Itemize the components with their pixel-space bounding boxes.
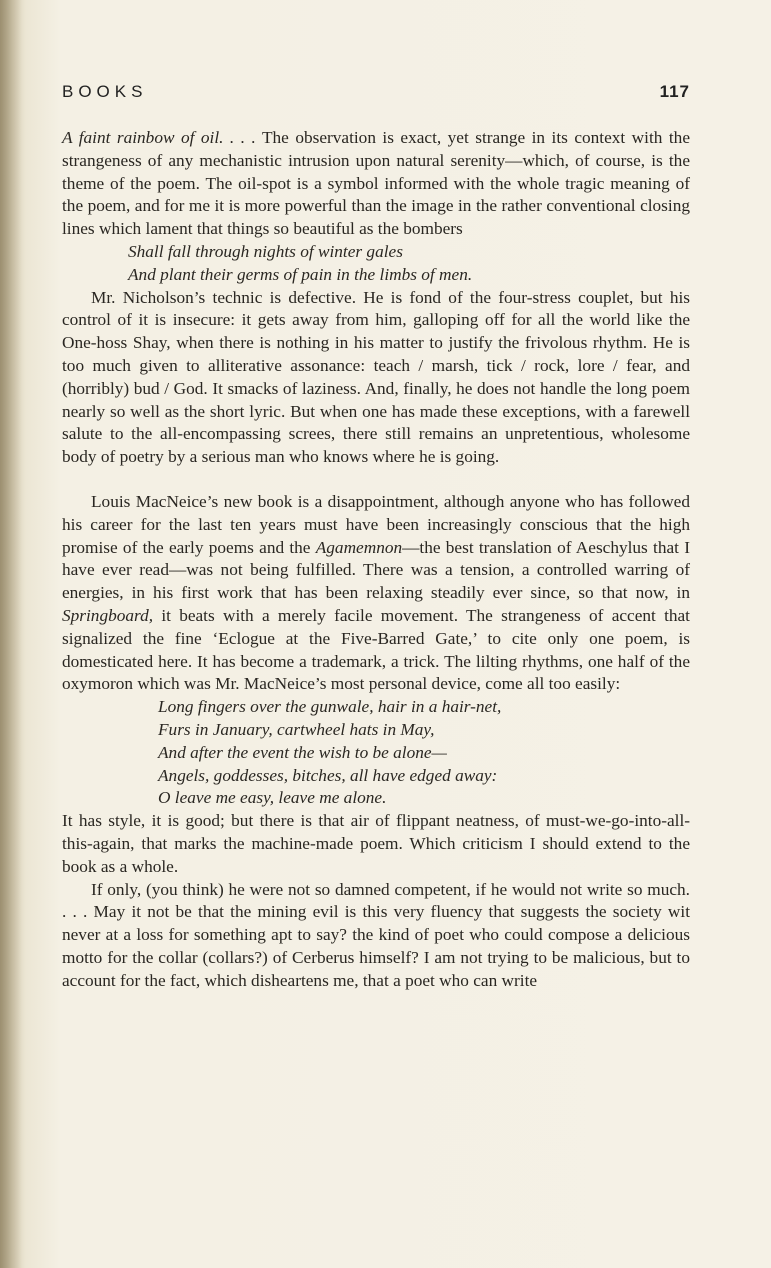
- quoted-line: A faint rainbow of oil. . . .: [62, 128, 256, 147]
- verse-line: O leave me easy, leave me alone.: [158, 788, 387, 808]
- verse-quote-1: [62, 241, 690, 287]
- page-number: 117: [659, 82, 690, 101]
- section-break: [62, 469, 690, 491]
- verse-line: Furs in January, cartwheel hats in May,: [158, 719, 435, 739]
- book-title-agamemnon: Agamemnon: [315, 537, 403, 557]
- running-head: [62, 82, 690, 110]
- paragraph-3-text-c: it beats with a merely facile movement. The strangeness of accent that signalized the fine ‘Eclogue at the Five-Barred Gate,’ to cite only one poem, is domesticated here. It has become a trademark, a trick. The lilting rhythms, one half of the oxymoron which was Mr. MacNeice’s most personal device, come all too easily:: [62, 605, 690, 694]
- verse-line: Long fingers over the gunwale, hair in a hair-net,: [158, 697, 502, 717]
- paragraph-3-text-b: —the best translation of Aeschylus that I have ever read—was not being fulfilled. There was a tension, a controlled warring of energies, in his first work that has been relaxing steadily ever since, so that now, in: [62, 537, 690, 603]
- paragraph-4: It has style, it is good; but there is that air of flippant neatness, of must-we-go-into-all-this-again, that marks the machine-made poem. Which criticism I should extend to the book as a whole.: [62, 811, 690, 876]
- verse-line: And after the event the wish to be alone—: [158, 742, 447, 762]
- paragraph-3-text-a: Louis MacNeice’s new book is a disappointment, although anyone who has followed his career for the last ten years must have been increasingly conscious that the high promise of the early poems and the: [62, 491, 690, 557]
- verse-line: Angels, goddesses, bitches, all have edged away:: [158, 765, 498, 785]
- book-title-springboard: Springboard,: [62, 605, 154, 625]
- paragraph-1-text: The observation is exact, yet strange in its context with the strangeness of any mechanistic intrusion upon natural serenity—which, of course, is the theme of the poem. The oil-spot is a symbol informed with the whole tragic meaning of the poem, and for me it is more powerful than the image in the rather conventional closing lines which lament that things so beautiful as the bombers: [62, 128, 690, 239]
- page-spine-shadow: [0, 0, 22, 1268]
- paragraph-5: If only, (you think) he were not so damned competent, if he would not write so much. . . . May it not be that the mining evil is this very fluency that suggests the society wit never at a loss for something apt to say? the kind of poet who could compose a delicious motto for the collar (collars?) of Cerberus himself? I am not trying to be malicious, but to account for the fact, which disheartens me, that a poet who can write: [62, 879, 690, 990]
- body-text: [62, 127, 690, 992]
- verse-line: And plant their germs of pain in the limbs of men.: [128, 264, 473, 284]
- paragraph-2: Mr. Nicholson’s technic is defective. He is fond of the four-stress couplet, but his control of it is insecure: it gets away from him, galloping off for all the world like the One-hoss Shay, when there is nothing in his matter to justify the frivolous rhythm. He is too much given to alliterative assonance: teach / marsh, tick / rock, lore / fear, and (horribly) bud / God. It smacks of laziness. And, finally, he does not handle the long poem nearly so well as the short lyric. But when one has made these exceptions, with a farewell salute to the all-encompassing screes, there still remains an unpretentious, wholesome body of poetry by a serious man who knows where he is going.: [62, 287, 690, 467]
- paragraph-1: [62, 127, 690, 241]
- verse-line: Shall fall through nights of winter gales: [128, 241, 403, 261]
- paragraph-3: [62, 491, 690, 696]
- verse-quote-2: [62, 696, 690, 810]
- section-title: BOOKS: [62, 82, 148, 101]
